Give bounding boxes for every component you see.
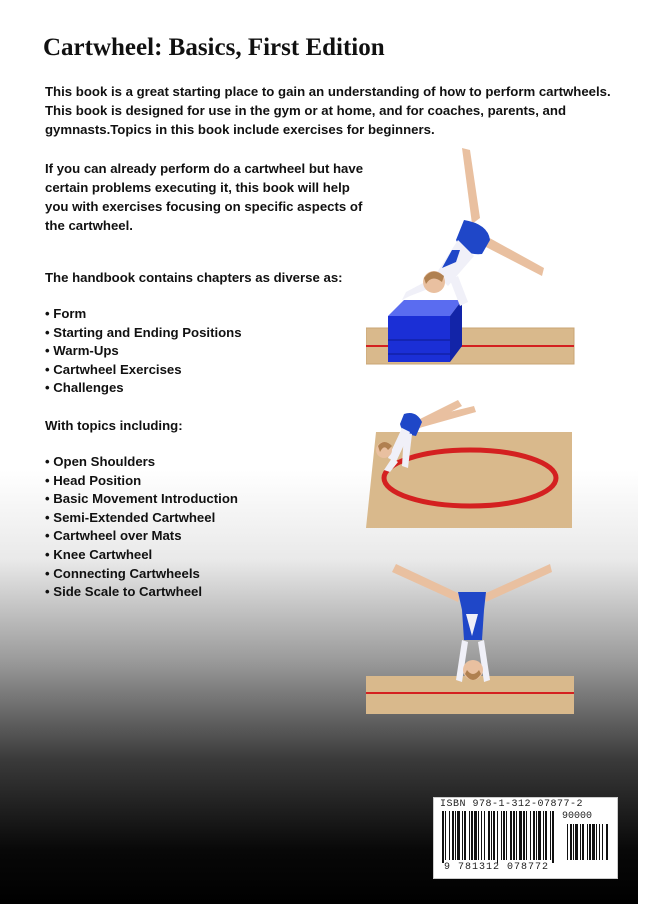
book-title: Cartwheel: Basics, First Edition: [43, 34, 385, 61]
isbn-text: ISBN 978-1-312-07877-2: [440, 799, 584, 810]
gymnast-figure: [392, 564, 552, 682]
list-item: • Basic Movement Introduction: [45, 490, 238, 509]
list-item: • Starting and Ending Positions: [45, 324, 242, 343]
list-item: • Semi-Extended Cartwheel: [45, 509, 238, 528]
gymnast-figure: [402, 148, 544, 306]
topics-lead: With topics including:: [45, 418, 183, 433]
list-item: • Open Shoulders: [45, 453, 238, 472]
blue-mat: [388, 316, 450, 362]
price-code: 90000: [562, 811, 593, 822]
list-item: • Challenges: [45, 379, 242, 398]
list-item: • Warm-Ups: [45, 342, 242, 361]
list-item: • Form: [45, 305, 242, 324]
cartwheel-circle-illustration: [366, 400, 576, 532]
list-item: • Cartwheel over Mats: [45, 527, 238, 546]
cartwheel-over-mat-illustration: [366, 140, 576, 365]
list-item: • Cartwheel Exercises: [45, 361, 242, 380]
list-item: • Head Position: [45, 472, 238, 491]
page-edge: [638, 0, 660, 904]
intro-paragraph: This book is a great starting place to gain an understanding of how to perform cartwheels. This book is designed for use in the gym or at home, and for coaches, parents, and gymnasts.Topics in this book include exercises for beginners.: [45, 84, 611, 137]
chapters-lead: The handbook contains chapters as diverse as:: [45, 270, 343, 285]
isbn-barcode: [433, 797, 618, 879]
list-item: • Knee Cartwheel: [45, 546, 238, 565]
handstand-split-illustration: [366, 558, 576, 716]
barcode-digits: 9 781312 078772: [444, 862, 550, 873]
floor-board: [366, 676, 574, 714]
problems-paragraph: If you can already perform do a cartwheel but have certain problems executing it, this book will help you with exercises focusing on specific aspects of the cartwheel.: [45, 161, 364, 233]
mat-top: [388, 300, 462, 316]
list-item: • Connecting Cartwheels: [45, 565, 238, 584]
list-item: • Side Scale to Cartwheel: [45, 583, 238, 602]
chapters-list: [45, 305, 242, 398]
topics-list: [45, 453, 238, 602]
